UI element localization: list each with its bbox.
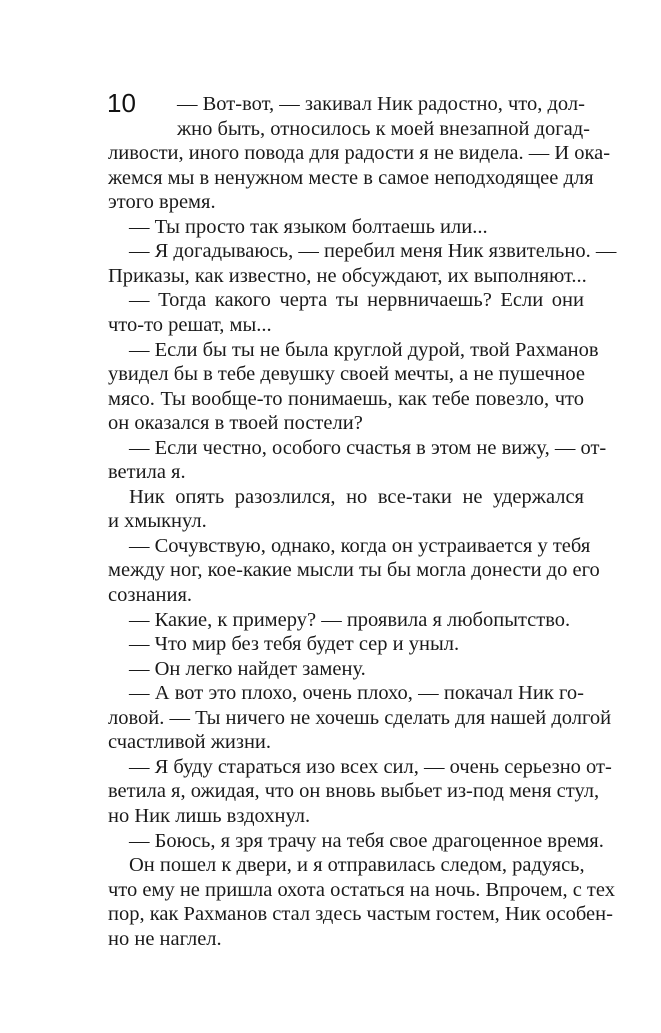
text-line: — Если бы ты не была круглой дурой, твой Рахманов (129, 338, 599, 361)
text-line: мясо. Ты вообще-то понимаешь, как тебе повезло, что (108, 387, 584, 410)
text-line: увидел бы в тебе девушку своей мечты, а не пушечное (108, 363, 586, 386)
text-line: что-то решат, мы... (108, 313, 272, 336)
text-line: но Ник лишь вздохнул. (108, 804, 311, 827)
text-line: — А вот это плохо, очень плохо, — покачал Ник го- (129, 682, 584, 705)
text-line: между ног, кое-какие мысли ты бы могла донести до его (108, 559, 600, 582)
text-line: — Что мир без тебя будет сер и уныл. (129, 633, 460, 656)
text-line: Ник опять разозлился, но все-таки не удержался (129, 485, 584, 508)
text-line: — Какие, к примеру? — проявила я любопытство. (129, 608, 571, 631)
text-line: пор, как Рахманов стал здесь частым гостем, Ник особен- (108, 903, 613, 926)
text-line: — Я догадываюсь, — перебил меня Ник язвительно. — (129, 240, 617, 263)
text-line: но не наглел. (108, 927, 222, 950)
text-line: — Сочувствую, однако, когда он устраивается у тебя (129, 534, 591, 557)
text-line: ветила я. (108, 461, 186, 484)
text-line: — Вот-вот, — закивал Ник радостно, что, дол- (177, 93, 585, 115)
text-line: он оказался в твоей постели? (108, 412, 363, 435)
text-line: жно быть, относилось к моей внезапной догад- (177, 117, 590, 140)
text-line: — Я буду стараться изо всех сил, — очень серьезно от- (129, 755, 612, 778)
text-line: ловой. — Ты ничего не хочешь сделать для нашей долгой (108, 706, 612, 729)
text-line: ветила я, ожидая, что он вновь выбьет из-под меня стул, (108, 780, 600, 803)
text-line: ливости, иного повода для радости я не видела. — И ока- (108, 142, 611, 165)
text-line: что ему не пришла охота остаться на ночь. Впрочем, с тех (108, 878, 615, 901)
text-line: жемся мы в ненужном месте в самое неподходящее для (108, 166, 594, 189)
text-line: Он пошел к двери, и я отправилась следом, радуясь, (129, 854, 585, 877)
text-line: сознания. (108, 584, 193, 606)
page-number: 10 (107, 88, 136, 118)
text-line: этого время. (108, 191, 216, 214)
text-line: — Тогда какого черта ты нервничаешь? Если они (129, 289, 584, 312)
text-line: Приказы, как известно, не обсуждают, их выполняют... (108, 264, 587, 287)
text-line: — Ты просто так языком болтаешь или... (129, 215, 488, 238)
text-line: и хмыкнул. (108, 510, 207, 533)
text-line: — Если честно, особого счастья в этом не вижу, — от- (129, 436, 607, 459)
text-line: — Он легко найдет замену. (129, 657, 366, 680)
text-line: счастливой жизни. (108, 731, 272, 754)
text-line: — Боюсь, я зря трачу на тебя свое драгоценное время. (129, 829, 604, 852)
